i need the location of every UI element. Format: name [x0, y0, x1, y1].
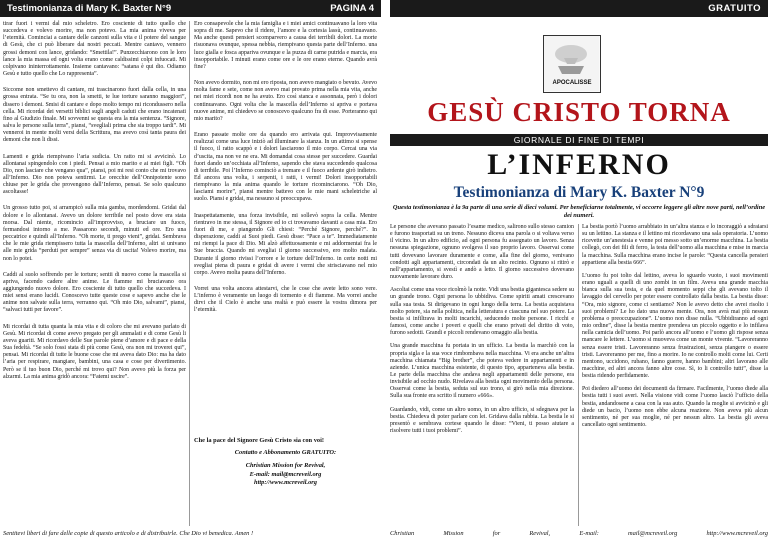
paragraph: Una grande macchina fu portata in un ufficio. La bestia la marchiò con la propria sigla e la sua voce rimbombava nella macchina. Vi era anche un’altra macchina chiamata “Big brother”, che poteva vedere in appartamenti e in aziende. L’unica macchina esistente, di questo tipo, apparteneva alla bestia. Le parte della macchina che andava negli appartamenti delle persone, era invisibile ad occhio nudo. Rivelava alla bestia ogni movimento della persona. Osservai come la bestia, seduta sul suo trono, si girò nella mia direzione. Sulla sua fronte era scritto il numero «666».: [390, 343, 574, 400]
paragraph: Poi diedero all’uomo dei documenti da firmare. Facilmente, l’uomo diede alla bestia tutti i suoi averi. Nella visione vidi come l’uomo lasciò l’ufficio della bestia, andandosene a casa con la sua auto. Quando la moglie si avvicinò e gli diede un bacio, l’uomo non ebbe alcuna reazione. Non aveva più alcun sentimento, né per sua moglie, né per nessun altro. La bestia gli aveva cancellato ogni sentimento.: [582, 386, 768, 429]
column-4: [582, 224, 768, 435]
footer-website-link[interactable]: http://www.mcreveil.org: [706, 530, 768, 537]
paragraph: Un grosso tutto poi, si arrampicò sulla mia gamba, mordendomi. Gridai dal dolore e lo allontanai. Avevo un dolore terribile nel posto dove era stata morsa. Dal niente, ricomincio all’improvviso, a bruciare un fuoco, fermandosi intorno a me. Passarono secondi, minuti ed ore. Ero una peccatrice e quindi all’Inferno. “Oh morte, ti prego vieni”, gridai. Sembrava che le mie grida riempissero tutta la mascella dell’Inferno, altri si univano alle mie grida “perduti per sempre” senza via di uscita! Volevo morire, ma non lo potei.: [3, 205, 186, 262]
footer-email-link[interactable]: mail@mcreveil.org: [628, 530, 678, 537]
footer-word: Revival,: [529, 530, 551, 537]
paragraph: Ero consapevole che la mia famiglia e i miei amici continuavano la loro vita sopra di me. Sapevo che il ridere, l’amore e la cortesia lassù, continuavano. Ma anche questi pensieri scomparvero a causa dei terribili dolori. La morte risuonava ovunque, spessa nebbia, riempivano questa parte dell’Inferno. una luce gialla e fosca appariva ovunque e la puzza di carne putrida e marcia, era insopportabile. I minuti erano come ore e le ore erano eterne. Quando avrà fine?: [194, 21, 377, 70]
paragraph: Vorrei una volta ancora attestarvi, che le cose che avete letto sono vere. L’inferno è veramente un luogo di tormento e di fiamme. Ma vorrei anche dirvi che il Cielo è anche una realtà e può essere la vostra dimora per l’eternità.: [194, 286, 377, 314]
org-name: Christian Mission for Revival,: [245, 462, 326, 470]
footer-word: for: [492, 530, 501, 537]
column-1: [3, 21, 186, 390]
journal-bar: GIORNALE DI FINE DI TEMPI: [390, 134, 768, 146]
website-link[interactable]: http://www.mcreveil.org: [254, 479, 317, 486]
footer-word: E-mail:: [579, 530, 599, 537]
paragraph: Ascoltai come una voce ricolmò la notte. Vidi una bestia gigantesca sedere su un grande trono. Ogni persona lo ubbidiva. Come spiriti amati crescevano sulla sua testa. Si dirigevano in ogni lungo della terra. La bestia acquistava molto potere, sia nella politica, nella letteratura e ciascuna nel suo potere. La bestia si infiltrava in molti incarichi, seducendo molte persone. I ricchi e famosi, come anche i poveri e quelli che erano privati del diritto di voto, furono sedotti. Grandi e piccoli rendevano omaggio alla bestia.: [390, 287, 574, 337]
paragraph: Inaspettatamente, una forza invisibile, mi sollevò sopra la cella. Mentre rientravo in me stessa, il Signore ed io ci trovavamo davanti a casa mia. Ero fuori di me, e piangendo Gli chiesi: “Perché Signore, perché?”. In disperazione, caddi ai Suoi piedi. Gesù disse: “Pace a te”. Immediatamente mi riempi la pace di Dio. Mi alzò affettuosamente e mi addormentai fra le Sue braccia. Quando mi svegliai il giorno successivo, ero molto malata. Durante il giorno rivissi l’orrore e le torture dell’Inferno. in certe notti mi svegliai piena di paura e gridai di avere i vermi che strisciavano nel mio corpo. Avevo molta paura dell’Inferno.: [194, 212, 377, 276]
apocalisse-logo: [543, 35, 601, 93]
email-link[interactable]: E-mail: mail@mcreveil.org: [249, 470, 322, 478]
column-divider: [189, 21, 190, 526]
page-number: PAGINA 4: [330, 3, 374, 14]
header-bar-left: [0, 0, 381, 17]
blessing-line: Che la pace del Signore Gesù Cristo sia con voi!: [194, 437, 324, 444]
paragraph: Caddi al suolo soffrendo per le torture; sentii di nuovo come la mascella si apriva, facendo cadere altre anime. Le fiamme mi bruciavano ora aggiungendo nuovo dolore. Ero cosciente di tutto quello che succedeva. I miei sensi erano lucidi. Conoscevo tutte queste cose e sapevo anche che le anime non salvate sulla terra, verranno qui. “Oh mio Dio, salvami”, piansi, “salvaci tutti per favore”.: [3, 271, 186, 314]
column-divider: [578, 224, 579, 526]
paragraph: Non avevo dormito, non mi ero riposta, non avevo mangiato o bevuto. Avevo molta fame e sete, come non avevo mai provato prima nella mia vita, anche nei miei ricordi non ne ha avuto. Ero così stanca e assonnata, però i dolori continuavano. Ogni volta che la mascella dell’Inferno si apriva e portava nuove anime, mi chiedevo se conoscevo qualcuno fra di esse. Porteranno qui mio marito?: [194, 80, 377, 122]
testimony-subtitle: Testimonianza di Mary K. Baxter N°9: [453, 184, 705, 201]
paragraph: La bestia portò l’uomo arrabbiato in un’altra stanza e lo incoraggiò a sdraiarsi su un lettino. La stanza e il lettino mi ricordavano una sala operatoria. L’uomo ricevette un’anestesia e venne poi messo sotto un’enorme macchina. La bestia collegò, con dei fili di ferro, la testa dell’uomo alla macchina e mise in marcia la macchina. Sulla macchina erano incise le parole: “Questa cancella pensieri appartiene alla bestia 666”.: [582, 224, 768, 266]
paragraph: Guardando, vidi, come un altro uomo, in un altro ufficio, si sdegnava per la bestia. Chiedeva di poter parlare con lei. Gridava dalla rabbia. La bestia le si presentò e sembrava cortese quando le disse: “Vieni, ti posso aiutare a risolvere tutti i tuoi problemi”.: [390, 406, 574, 435]
column-3: [390, 224, 574, 441]
contact-box: [194, 437, 377, 487]
paragraph: Erano passate molte ore da quando ero arrivata qui. Improvvisamente realizzai come una luce iniziò ad illuminare la stanza. In un attimo si spense il fuoco, il ratto scappò e i dolori lasciarono il mio corpo. Cercai una via d’uscita, ma non ve ne era. Mi domandai cosa stesse per succedere. Guardai fuori dando un’occhiata all’Inferno, sapendo che stava succedendo qualcosa di terribile. Poi l’Inferno cominciò a tremare e il fuoco ardente girò indietro. Ed ancora una volta, i serpenti, i ratti, i vermi! Dolori insopportabili riempivano la mia anima quando le torture ricominciarono. “Oh Dio, lasciami morire”, piansi mentre battevo con le mie mani scheletriche al suolo. Piansi e gridai, ma nessuno si preoccupava.: [194, 132, 377, 203]
intro-note: Questa testimonianza è la 9a parte di una serie di dieci volumi. Per beneficiarne totalmente, vi occorre leggere gli altre nove parti, nell’ordine dei numeri.: [392, 204, 766, 219]
footer-word: Christian: [390, 530, 415, 537]
logo-text: APOCALISSE: [552, 80, 592, 86]
paragraph: L’uomo fu poi tolto dal lettino, aveva lo sguardo vuoto, i suoi movimenti erano uguali a quelli di uno zombi in un film. Aveva una grande macchia bianca sulla sua testa, e da quel momento seppi che gli avevano tolto il lavaggio del cervello per poter essere controllato dalla bestia. La bestia disse: “Ora, mio signore, come ci sentiamo? Non le avevo detto che avrei risolto i suoi problemi? Le ho dato una nuova mente. Ora, non avrà mai più nessun problema o preoccupazione”. L’uomo non disse nulla. “Ubbidiranno ad ogni mio ordine”, disse la bestia mentre prendeva un piccolo oggetto e lo infilava nella camicia dell’uomo. Poi parlò ancora all’uomo e l’uomo gli rispose senza mancare le lettere. L’uomo si muoveva come un monte vivente. “Lavoreranno senza essere tristi. Lavoreranno senza frustrazioni, senza piangere o essere tristi. Lavoreranno per me, fino a morire. Io ne controllo molti come lui. Certi mentono, uccidono, rubano, fanno guerre, hanno bambini; altri lavorano alle macchine, ed altri ancora fanno altre cose. Sì, io li controllo tutti”, disse la bestia ridendo perfidamente.: [582, 272, 768, 380]
footer-word: Mission: [443, 530, 464, 537]
free-label: GRATUITO: [708, 3, 761, 14]
paragraph: Le persone che avevano passato l’esame medico, salirono sullo stesso camion e furono trasportati su un treno. Nessuno diceva una parola o si voltava verso il vicino. In un altro edificio, ad ogni persona fu assegnato un lavoro. Senza nessuna spiegazione, ognuno svolgeva il suo proprio lavoro. Osservai come tutti dovevano lavorare duramente e come, alla fine del giorno, venivano condotti agli appartamenti, circondati da un alto recinto. Ognuno si ritirò e nell’appartamento, si svestì e andò a letto. Il giorno successivo dovevano nuovamente lavorare duro.: [390, 224, 574, 281]
paragraph: Mi ricordai di tutta quanta la mia vita e di coloro che mi avevano parlato di Gesù. Mi ricordai di come avevo pregato per gli ammalati e di come Gesù li aveva guariti. Mi ricordavo delle Sue parole piene d’amore e di pace e della Sua fedeltà. “Se solo fossi stata di più come Gesù, ora non mi troverei qui”, pensai. Mi ricordai di tutte le buone cose che mi aveva dato Dio: ma ha dato l’aria per respirare, mangiare, bambini, una casa e cose per divertimento. Però se il tuo buon Dio, perché mi trovo qui? Non avevo più la forza per alzarmi. La mia anima gridò ancora: “Fatemi uscire”.: [3, 323, 186, 380]
column-2: [194, 21, 377, 324]
paragraph: Siccome non smettevo di cantare, mi trascinarono fuori dalla cella, in una grossa entrata. “Se tu ora, non la smetti, te lue torture saranno maggiori”, dissero i demoni. Smisi di cantare e dopo molto tempo mi ricondussero nella cella. Mi ricordai dei versetti biblici sugli angeli caduti che erano incatenati fino al Giudizio finale. Mi sovvenni se questa era la mia sentenza. “Signore, salva le persone sulla terra”, piansi, “svegliali prima che sia troppo tardi”. Mi venneroi in mente molti versi della Scrittura, ma avevo così tanta paura dei demoni che non li dissi.: [3, 87, 186, 144]
footer-contact: [390, 530, 768, 538]
address-block: [194, 462, 377, 487]
contact-heading: Contatto e Abbonamento GRATUITO:: [234, 448, 337, 456]
copy-notice: Sentitevi liberi di fare delle copie di questo articolo e di distribuirle. Che Dio vi benedica. Amen !: [3, 530, 254, 537]
header-bar-right: [390, 0, 768, 17]
section-title: L’INFERNO: [487, 148, 671, 181]
paragraph: Lamenti e grida riempivano l’aria sudicia. Un ratto mi si avvicinò. Lo allontanai spingendolo con i piedi. Pensai a mio marito e ai miei figli. “Oh Dio, non lasciare che vengano qua”, piansi, poi mi resi conto che mi trovavo all’Inferno. Dio non poteva sentirmi. Le orecchie dell’Onnipotente sono chiuse per le grida che provengono dall’Inferno, pensai. Se solo qualcuno ascoltasse!: [3, 153, 186, 196]
paragraph: tirar fuori i vermi dal mio scheletro. Ero cosciente di tutto quello che succedeva e volevo morire, ma non potevo. La mia anima viveva per l’eternità. Cominciai a cantare delle canzoni sulla vita e il potere del sangue di Gesù, che ci può liberare dai nostri peccati. Mentre cantavo, vennero grossi demoni con lance, gridando: “Smettila!”. Punzecchiarono con le loro lance la mia massa ed ogni volta erano come caldissimi colpi infuocati. Mi colpivano ininterrottamente. Insieme cantavano: “satana è qui dio. Odiamo Gesù e tutto quello che Lo rappresenta”.: [3, 21, 186, 78]
header-title: Testimonianza di Mary K. Baxter N°9: [7, 3, 172, 14]
main-title: GESÙ CRISTO TORNA: [427, 97, 731, 127]
